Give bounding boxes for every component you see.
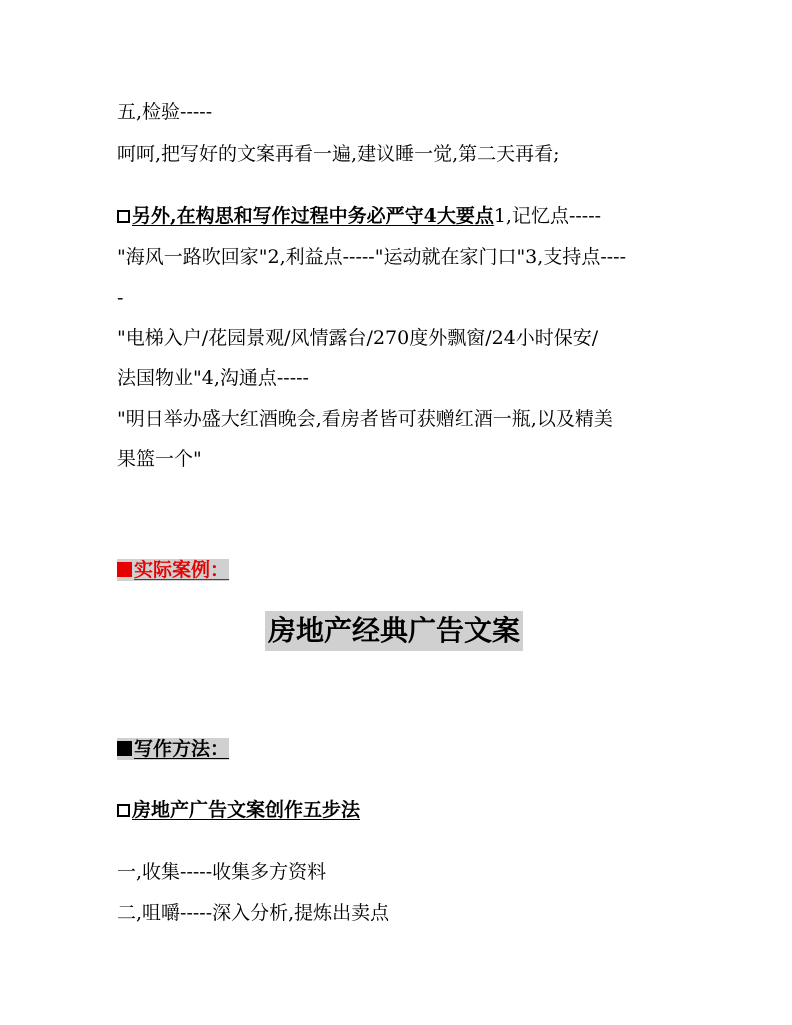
filled-square-icon — [117, 562, 132, 577]
body-text-line: "明日举办盛大红酒晚会,看房者皆可获赠红酒一瓶,以及精美 — [117, 408, 613, 430]
body-text-line: 果篮一个" — [117, 448, 202, 470]
step-five-line: 五,检验----- — [117, 101, 213, 123]
body-text-line: "海风一路吹回家"2,利益点-----"运动就在家门口"3,支持点---- — [117, 246, 626, 268]
filled-square-icon — [117, 741, 132, 756]
step-one-line: 一,收集-----收集多方资料 — [117, 861, 327, 883]
body-text-line: 法国物业"4,沟通点----- — [117, 367, 309, 389]
body-text-line: 呵呵,把写好的文案再看一遍,建议睡一觉,第二天再看; — [117, 143, 560, 165]
method-heading: 写作方法： — [117, 737, 229, 761]
document-title: 房地产经典广告文案 — [265, 611, 523, 651]
key-points-line — [117, 204, 601, 228]
step-two-line: 二,咀嚼-----深入分析,提炼出卖点 — [117, 902, 390, 924]
key-points-heading: 另外,在构思和写作过程中务必严守4大要点 — [117, 205, 494, 227]
key-points-rest: 1,记忆点----- — [493, 205, 602, 227]
steps-heading: 房地产广告文案创作五步法 — [117, 798, 360, 822]
body-text-line: - — [117, 287, 124, 309]
body-text-line: "电梯入户/花园景观/风情露台/270度外飘窗/24小时保安/ — [117, 327, 599, 349]
checkbox-square-icon — [117, 804, 130, 817]
checkbox-square-icon — [117, 210, 130, 223]
case-heading: 实际案例： — [117, 558, 229, 582]
